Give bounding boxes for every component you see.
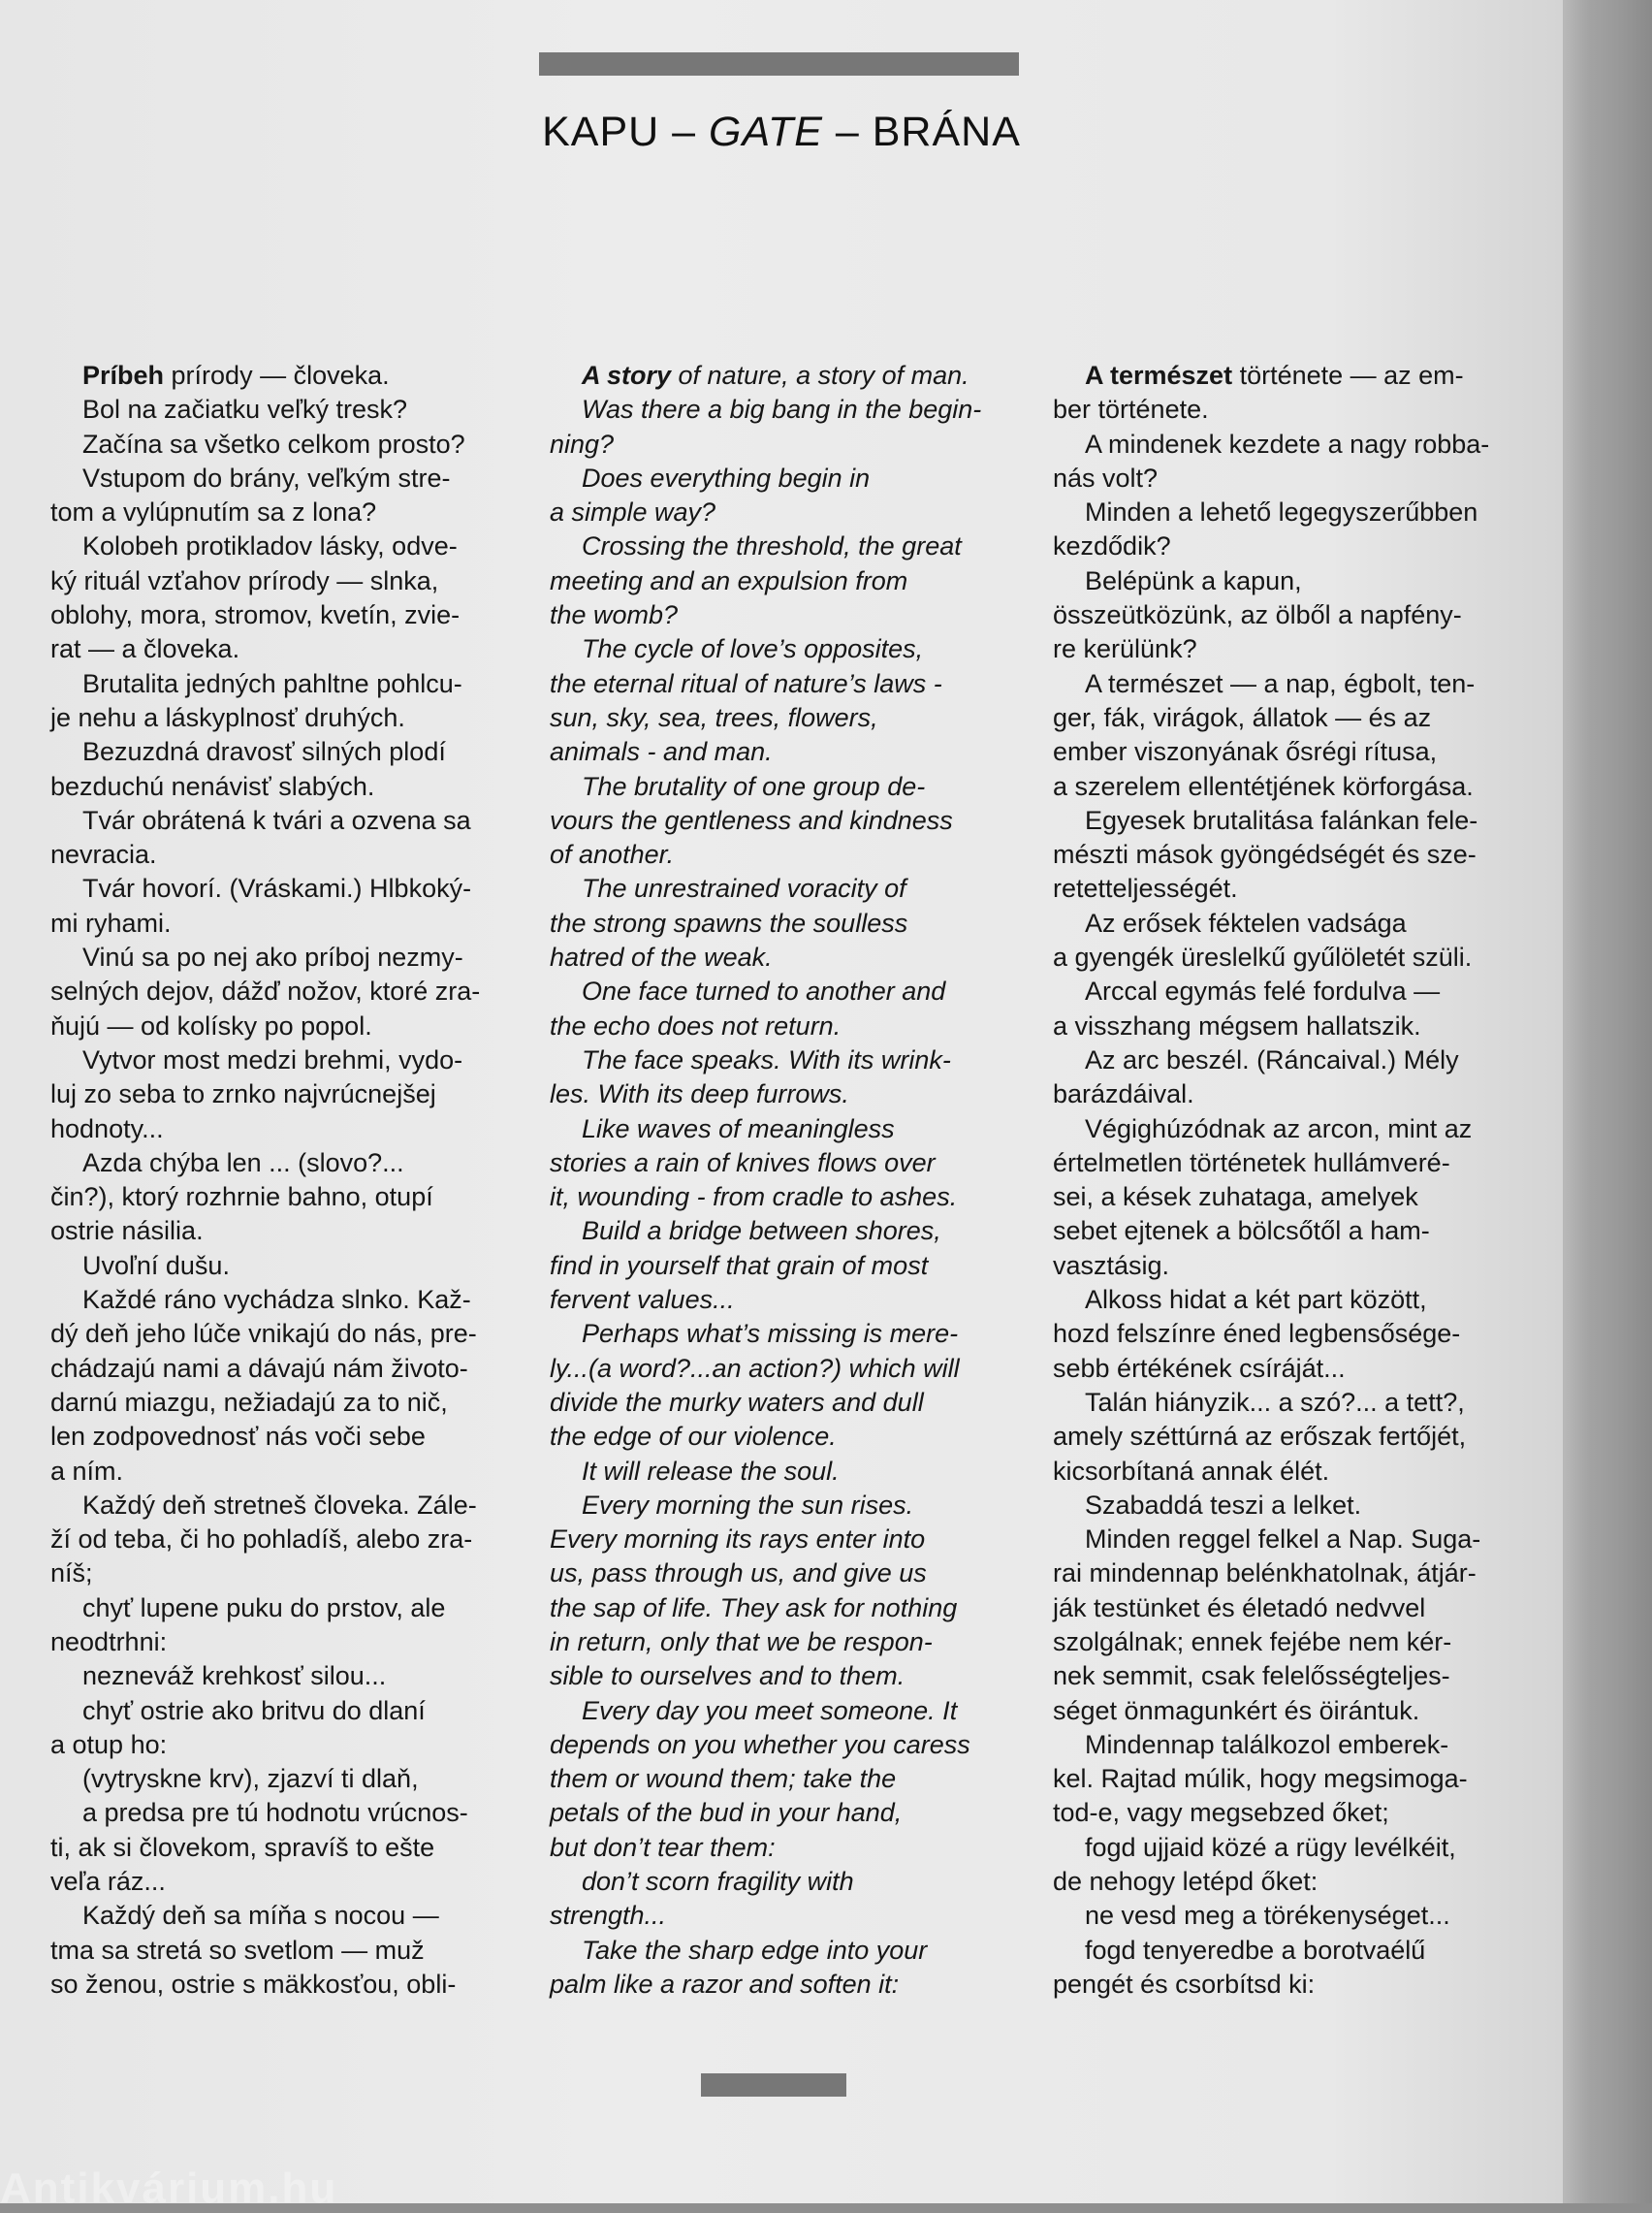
english-line: the eternal ritual of nature’s laws - <box>550 668 942 698</box>
english-line-text: of nature, a story of man. <box>671 361 969 390</box>
english-line: it, wounding - from cradle to ashes. <box>550 1182 958 1212</box>
slovak-line: luj zo seba to zrnko najvrúcnejšej <box>50 1079 436 1109</box>
slovak-line: Brutalita jedných pahltne pohlcu- <box>82 668 462 698</box>
slovak-line: ti, ak si človekom, spravíš to ešte <box>50 1832 435 1862</box>
slovak-line: a otup ho: <box>50 1729 168 1759</box>
english-line: Does everything begin in <box>582 463 871 493</box>
slovak-line: oblohy, mora, stromov, kvetín, zvie- <box>50 600 461 630</box>
hungarian-line: Minden reggel felkel a Nap. Suga- <box>1085 1524 1481 1555</box>
hungarian-line: kel. Rajtad múlik, hogy megsimoga- <box>1053 1764 1468 1794</box>
slovak-line: mi ryhami. <box>50 908 172 938</box>
hungarian-line: sebet ejtenek a bölcsőtől a ham- <box>1053 1216 1430 1246</box>
slovak-line: hodnoty... <box>50 1113 164 1143</box>
hungarian-line: összeütközünk, az ölből a napfény- <box>1053 600 1462 630</box>
hungarian-line: Az erősek féktelen vadsága <box>1085 908 1407 938</box>
slovak-line: a predsa pre tú hodnotu vrúcnos- <box>82 1798 468 1828</box>
slovak-line: darnú miazgu, nežiadajú za to nič, <box>50 1387 448 1417</box>
english-line: of another. <box>550 840 675 870</box>
title-slovak: BRÁNA <box>872 109 1021 155</box>
hungarian-line: de nehogy letépd őket: <box>1053 1867 1318 1897</box>
english-line: divide the murky waters and dull <box>550 1387 924 1417</box>
slovak-line: rat — a človeka. <box>50 634 240 664</box>
english-column <box>550 359 1034 2002</box>
english-line: depends on you whether you caress <box>550 1729 970 1759</box>
english-line: ly...(a word?...an action?) which will <box>550 1353 960 1383</box>
slovak-line: (vytryskne krv), zjazví ti dlaň, <box>82 1764 419 1794</box>
english-line: The unrestrained voracity of <box>582 874 906 904</box>
hungarian-line: Alkoss hidat a két part között, <box>1085 1285 1427 1315</box>
hungarian-line: vasztásig. <box>1053 1250 1170 1280</box>
english-line: find in yourself that grain of most <box>550 1250 929 1280</box>
slovak-line: Každý deň stretneš človeka. Zále- <box>82 1490 477 1520</box>
hungarian-line: Mindennap találkozol emberek- <box>1085 1729 1449 1759</box>
english-line: sun, sky, sea, trees, flowers, <box>550 702 878 732</box>
english-line: but don’t tear them: <box>550 1832 776 1862</box>
slovak-line: tma sa stretá so svetlom — muž <box>50 1935 425 1965</box>
slovak-line: nezneváž krehkosť silou... <box>82 1661 387 1691</box>
slovak-line: ží od teba, či ho pohladíš, alebo zra- <box>50 1524 473 1555</box>
english-line: Every morning the sun rises. <box>582 1490 914 1520</box>
hungarian-line: sebb értékének csíráját... <box>1053 1353 1346 1383</box>
hungarian-line: retetteljességét. <box>1053 874 1238 904</box>
english-line: the womb? <box>550 600 679 630</box>
title-dash-1: – <box>672 109 697 155</box>
hungarian-line: séget önmagunkért és öirántuk. <box>1053 1695 1420 1725</box>
slovak-line: chádzajú nami a dávajú nám životo- <box>50 1353 468 1383</box>
english-line: a simple way? <box>550 497 716 528</box>
slovak-line: chyť lupene puku do prstov, ale <box>82 1592 446 1622</box>
slovak-line: Bol na začiatku veľký tresk? <box>82 395 408 425</box>
hungarian-line: nek semmit, csak felelősségteljes- <box>1053 1661 1450 1691</box>
english-line: fervent values... <box>550 1285 735 1315</box>
english-line: the edge of our violence. <box>550 1422 837 1452</box>
slovak-line: Tvár hovorí. (Vráskami.) Hlbkoký- <box>82 874 472 904</box>
english-line: Crossing the threshold, the great <box>582 531 962 561</box>
slovak-line <box>50 359 535 393</box>
slovak-line: Vstupom do brány, veľkým stre- <box>82 463 451 493</box>
hungarian-line: nás volt? <box>1053 463 1159 493</box>
slovak-line: čin?), ktorý rozhrnie bahno, otupí <box>50 1182 433 1212</box>
hungarian-lead-bold: A természet <box>1085 361 1233 390</box>
english-line: meeting and an expulsion from <box>550 565 908 595</box>
hungarian-line: kicsorbítaná annak élét. <box>1053 1456 1330 1486</box>
page-title <box>0 109 1563 156</box>
slovak-line: Uvoľní dušu. <box>82 1250 230 1280</box>
hungarian-line: a gyengék üreslelkű gyűlöletét szüli. <box>1053 943 1473 973</box>
english-line: the sap of life. They ask for nothing <box>550 1592 958 1622</box>
slovak-line: nevracia. <box>50 840 157 870</box>
hungarian-line: sei, a kések zuhataga, amelyek <box>1053 1182 1418 1212</box>
bottom-decorative-bar <box>701 2073 846 2097</box>
slovak-line: Začína sa všetko celkom prosto? <box>82 429 465 459</box>
hungarian-line: barázdáival. <box>1053 1079 1194 1109</box>
title-hungarian: KAPU <box>542 109 660 155</box>
english-line: The brutality of one group de- <box>582 771 926 801</box>
english-line: les. With its deep furrows. <box>550 1079 849 1109</box>
english-line: Was there a big bang in the begin- <box>582 395 982 425</box>
hungarian-line: tod-e, vagy megsebzed őket; <box>1053 1798 1389 1828</box>
hungarian-line: a szerelem ellentétjének körforgása. <box>1053 771 1474 801</box>
hungarian-line: fogd ujjaid közé a rügy levélkéit, <box>1085 1832 1456 1862</box>
hungarian-line: A természet — a nap, égbolt, ten- <box>1085 668 1476 698</box>
english-line: them or wound them; take the <box>550 1764 897 1794</box>
hungarian-line: Belépünk a kapun, <box>1085 565 1302 595</box>
slovak-line: dý deň jeho lúče vnikajú do nás, pre- <box>50 1319 477 1349</box>
english-line: palm like a razor and soften it: <box>550 1969 900 1999</box>
english-line: One face turned to another and <box>582 977 946 1007</box>
hungarian-line: szolgálnak; ennek fejébe nem kér- <box>1053 1626 1452 1656</box>
english-line: It will release the soul. <box>582 1456 840 1486</box>
title-dash-2: – <box>835 109 860 155</box>
english-line: The cycle of love’s opposites, <box>582 634 924 664</box>
slovak-line: Tvár obrátená k tvári a ozvena sa <box>82 805 471 835</box>
slovak-line: chyť ostrie ako britvu do dlaní <box>82 1695 426 1725</box>
hungarian-line: ember viszonyának ősrégi rítusa, <box>1053 737 1438 767</box>
english-line: hatred of the weak. <box>550 943 773 973</box>
hungarian-line: a visszhang mégsem hallatszik. <box>1053 1010 1421 1041</box>
hungarian-line: Szabaddá teszi a lelket. <box>1085 1490 1362 1520</box>
english-line: animals - and man. <box>550 737 773 767</box>
hungarian-line: fogd tenyeredbe a borotvaélű <box>1085 1935 1426 1965</box>
english-line: Perhaps what’s missing is mere- <box>582 1319 959 1349</box>
book-spine <box>1563 0 1652 2203</box>
hungarian-line: amely széttúrná az erőszak fertőjét, <box>1053 1422 1467 1452</box>
hungarian-line: mészti mások gyöngédségét és sze- <box>1053 840 1477 870</box>
slovak-line: je nehu a láskyplnosť druhých. <box>50 702 405 732</box>
slovak-line: Každý deň sa míňa s nocou — <box>82 1901 439 1931</box>
hungarian-line: Végighúzódnak az arcon, mint az <box>1085 1113 1473 1143</box>
top-decorative-bar <box>539 52 1019 76</box>
slovak-line: Vytvor most medzi brehmi, vydo- <box>82 1044 463 1074</box>
hungarian-line: A mindenek kezdete a nagy robba- <box>1085 429 1490 459</box>
slovak-line: níš; <box>50 1558 93 1588</box>
slovak-line: selných dejov, dážď nožov, ktoré zra- <box>50 977 481 1007</box>
slovak-line: Kolobeh protikladov lásky, odve- <box>82 531 458 561</box>
slovak-lead-bold: Príbeh <box>82 361 165 390</box>
english-line: strength... <box>550 1901 667 1931</box>
slovak-line: a ním. <box>50 1456 124 1486</box>
english-line: ning? <box>550 429 615 459</box>
hungarian-line: Minden a lehető legegyszerűbben <box>1085 497 1478 528</box>
hungarian-line: értelmetlen történetek hullámveré- <box>1053 1147 1450 1177</box>
english-line: Every morning its rays enter into <box>550 1524 926 1555</box>
watermark: Antikvárium.hu <box>0 2165 338 2212</box>
slovak-line: Azda chýba len ... (slovo?... <box>82 1147 404 1177</box>
hungarian-line: kezdődik? <box>1053 531 1171 561</box>
english-line: the strong spawns the soulless <box>550 908 908 938</box>
slovak-line-text: prírody — človeka. <box>164 361 390 390</box>
slovak-line: Vinú sa po nej ako príboj nezmy- <box>82 943 463 973</box>
hungarian-line: Talán hiányzik... a szó?... a tett?, <box>1085 1387 1465 1417</box>
hungarian-line <box>1053 359 1538 393</box>
english-line: Every day you meet someone. It <box>582 1695 958 1725</box>
slovak-line: Každé ráno vychádza slnko. Kaž- <box>82 1285 471 1315</box>
hungarian-line: ják testünket és életadó nedvvel <box>1053 1592 1426 1622</box>
english-line: don’t scorn fragility with <box>582 1867 854 1897</box>
hungarian-line: rai mindennap belénkhatolnak, átjár- <box>1053 1558 1477 1588</box>
hungarian-line: ne vesd meg a törékenységet... <box>1085 1901 1450 1931</box>
english-line: us, pass through us, and give us <box>550 1558 927 1588</box>
slovak-line: bezduchú nenávisť slabých. <box>50 771 375 801</box>
english-line: the echo does not return. <box>550 1010 842 1041</box>
slovak-line: ký rituál vzťahov prírody — slnka, <box>50 565 439 595</box>
hungarian-column <box>1053 359 1538 2002</box>
title-english: GATE <box>709 109 823 155</box>
english-line: vours the gentleness and kindness <box>550 805 953 835</box>
english-lead-bold: A story <box>582 361 672 390</box>
hungarian-line-text: története — az em- <box>1232 361 1464 390</box>
slovak-line: ostrie násilia. <box>50 1216 204 1246</box>
slovak-line: Bezuzdná dravosť silných plodí <box>82 737 446 767</box>
slovak-line: len zodpovednosť nás voči sebe <box>50 1422 426 1452</box>
slovak-line: so ženou, ostrie s mäkkosťou, obli- <box>50 1969 457 1999</box>
hungarian-line: ger, fák, virágok, állatok — és az <box>1053 702 1432 732</box>
english-line: stories a rain of knives flows over <box>550 1147 936 1177</box>
english-line <box>550 359 1034 393</box>
hungarian-line: re kerülünk? <box>1053 634 1197 664</box>
hungarian-line: pengét és csorbítsd ki: <box>1053 1969 1316 1999</box>
slovak-line: neodtrhni: <box>50 1626 168 1656</box>
hungarian-line: ber története. <box>1053 395 1209 425</box>
slovak-line: tom a vylúpnutím sa z lona? <box>50 497 377 528</box>
english-line: in return, only that we be respon- <box>550 1626 933 1656</box>
english-line: Build a bridge between shores, <box>582 1216 941 1246</box>
hungarian-line: hozd felszínre éned legbensősége- <box>1053 1319 1461 1349</box>
slovak-line: veľa ráz... <box>50 1867 166 1897</box>
english-line: sible to ourselves and to them. <box>550 1661 905 1691</box>
hungarian-line: Arccal egymás felé fordulva — <box>1085 977 1441 1007</box>
english-line: petals of the bud in your hand, <box>550 1798 903 1828</box>
hungarian-line: Egyesek brutalitása falánkan fele- <box>1085 805 1478 835</box>
english-line: Like waves of meaningless <box>582 1113 895 1143</box>
slovak-line: ňujú — od kolísky po popol. <box>50 1010 372 1041</box>
hungarian-line: Az arc beszél. (Ráncaival.) Mély <box>1085 1044 1459 1074</box>
english-line: Take the sharp edge into your <box>582 1935 928 1965</box>
english-line: The face speaks. With its wrink- <box>582 1044 951 1074</box>
slovak-column <box>50 359 535 2002</box>
